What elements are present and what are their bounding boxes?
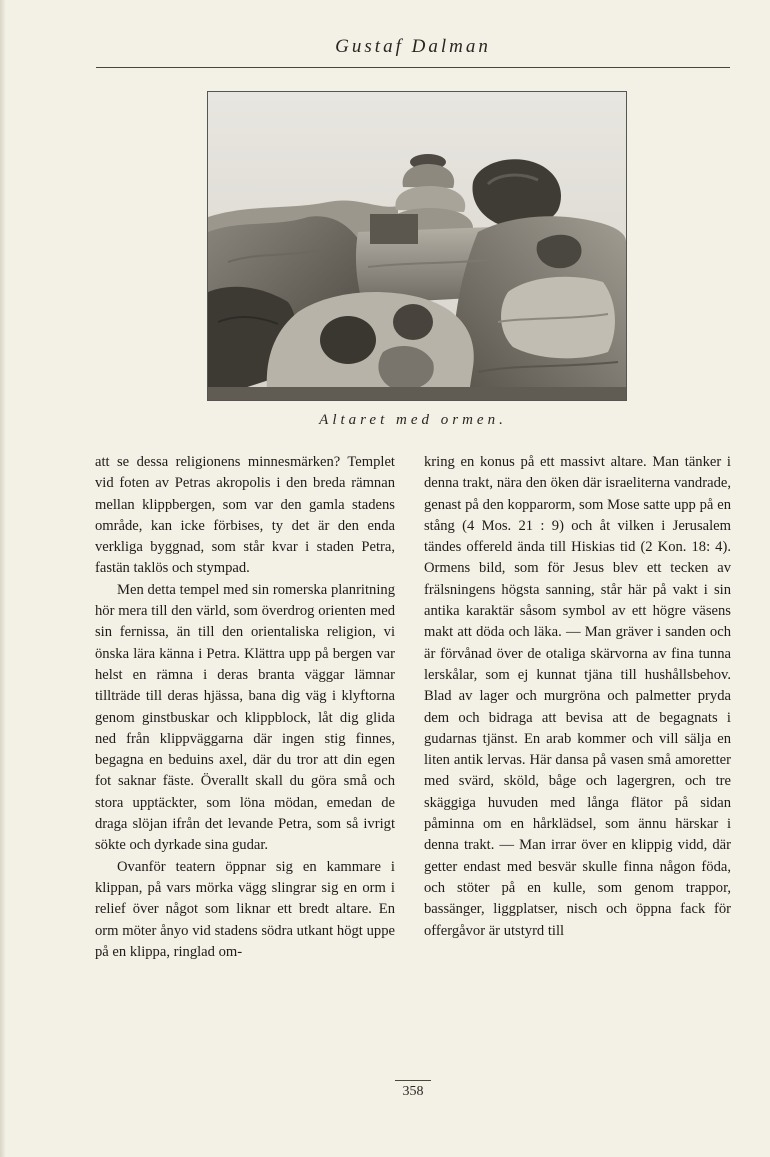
rock-photograph-illustration: [208, 92, 626, 400]
paragraph: Men detta tempel med sin romerska planritning hör mera till den värld, som överdrog orienten med sin fernissa, än till den orientaliska religion, vi önska lära känna i Petra. Klättra upp på bergen var helst en rämna i deras branta väggar lämnar tillträde till deras hjässa, bana dig väg i klyftorna genom ginstbuskar och klippblock, låt dig glida ned från klippväggarna där ingen stig finnes, begagna en beduins axel, där du tror att din egen fot saknar fäste. Överallt skall du göra små och stora upptäckter, som löna mödan, emedan de draga slöjan ifrån det levande Petra, som så ivrigt sökte och dyrkade sina gudar.: [95, 581, 395, 854]
right-text-column: [424, 452, 731, 942]
header-rule: [96, 67, 730, 68]
page-number: 358: [402, 1084, 424, 1099]
page-edge: [0, 0, 6, 1157]
figure-caption: Altaret med ormen.: [319, 412, 507, 428]
folio-rule: [395, 1080, 431, 1081]
photograph-altar-with-serpent: [207, 91, 627, 401]
paragraph: Ovanför teatern öppnar sig en kammare i klippan, på vars mörka vägg slingrar sig en orm i relief över något som liknar ett bredt altare. En orm möter ånyo vid stadens södra utkant högt uppe på en klippa, ringlad om-: [95, 858, 395, 960]
paragraph: att se dessa religionens minnesmärken? Templet vid foten av Petras akropolis i den breda rämnan mellan klippbergen, som var den gamla stadens område, kan icke förbises, ty det är den enda verkliga byggnad, som står kvar i staden Petra, fastän taklös och stympad.: [95, 454, 395, 577]
running-title: Gustaf Dalman: [335, 36, 491, 57]
left-text-column: [95, 452, 395, 963]
paragraph: kring en konus på ett massivt altare. Man tänker i denna trakt, nära den öken där israeliterna vandrade, genast på den kopparorm, som Mose satte upp på en stång (4 Mos. 21 : 9) och åt vilken i Jerusalem tändes offereld ända till Hiskias tid (2 Kon. 18: 4). Ormens bild, som för Jesus blev ett tecken av frälsningens högsta sanning, står här på vakt i sin antika karaktär såsom symbol av ett högre väsens makt att döda och läka. — Man gräver i sanden och är förvånad över de otaliga skärvorna av fina tunna lerskålar, som ej kunnat tjäna till hushållsbehov. Blad av lager och murgröna och palmetter pryda dem och bidraga att bevisa att de begagnats i gudarnas tjänst. En arab kommer och vill sälja en liten antik lervas. Här dansa på vasen små amoretter med svärd, sköld, båge och lagergren, och tre skäggiga huvuden med långa flätor på sidan påminna om en hårklädsel, som ännu härskar i denna trakt. — Man irrar över en klippig vidd, där getter endast med besvär skulle finna någon föda, och stöter på en kulle, som genom trappor, bassänger, liggplatser, nisch och öppna fack för offergåvor är utstyrd till: [424, 454, 731, 939]
